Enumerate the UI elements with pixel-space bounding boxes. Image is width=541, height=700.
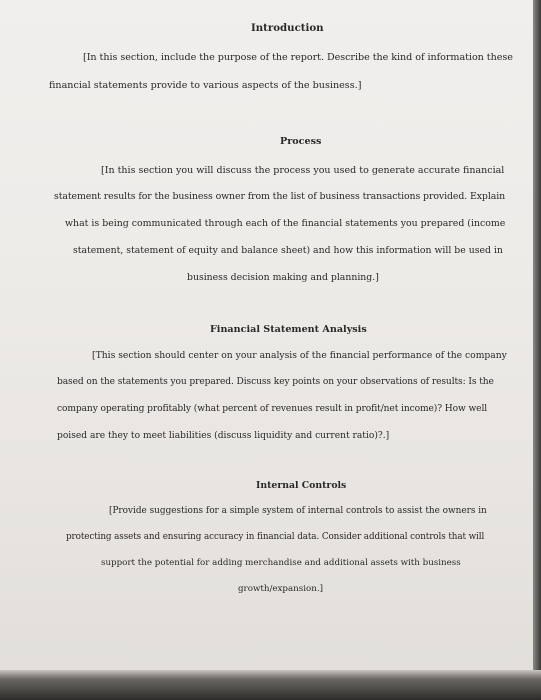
process-line-5: business decision making and planning.] [187,272,379,283]
introduction-line-2: financial statements provide to various aspects of the business.] [49,80,362,91]
heading-introduction: Introduction [251,22,324,34]
controls-line-2: protecting assets and ensuring accuracy in financial data. Consider additional controls that will [66,532,485,542]
heading-internal-controls: Internal Controls [256,480,347,491]
page-edge-shadow-right [533,0,541,700]
process-line-1: [In this section you will discuss the process you used to generate accurate financial [101,165,505,176]
controls-line-3: support the potential for adding merchandise and additional assets with business [101,558,461,568]
controls-line-1: [Provide suggestions for a simple system of internal controls to assist the owners in [109,506,487,516]
process-line-3: what is being communicated through each of the financial statements you prepared (income [65,218,506,229]
analysis-line-4: poised are they to meet liabilities (discuss liquidity and current ratio)?.] [57,431,390,441]
heading-process: Process [280,136,322,147]
process-line-4: statement, statement of equity and balance sheet) and how this information will be used in [73,245,503,256]
page-edge-shadow-bottom [0,670,541,700]
introduction-line-1: [In this section, include the purpose of the report. Describe the kind of information these [83,52,513,63]
analysis-line-1: [This section should center on your analysis of the financial performance of the company [92,350,507,361]
heading-financial-statement-analysis: Financial Statement Analysis [210,324,367,335]
analysis-line-2: based on the statements you prepared. Discuss key points on your observations of results: Is the [57,377,494,387]
controls-line-4: growth/expansion.] [238,584,323,594]
analysis-line-3: company operating profitably (what percent of revenues result in profit/net income)? How well [57,404,488,414]
process-line-2: statement results for the business owner from the list of business transactions provided. Explain [54,191,506,202]
